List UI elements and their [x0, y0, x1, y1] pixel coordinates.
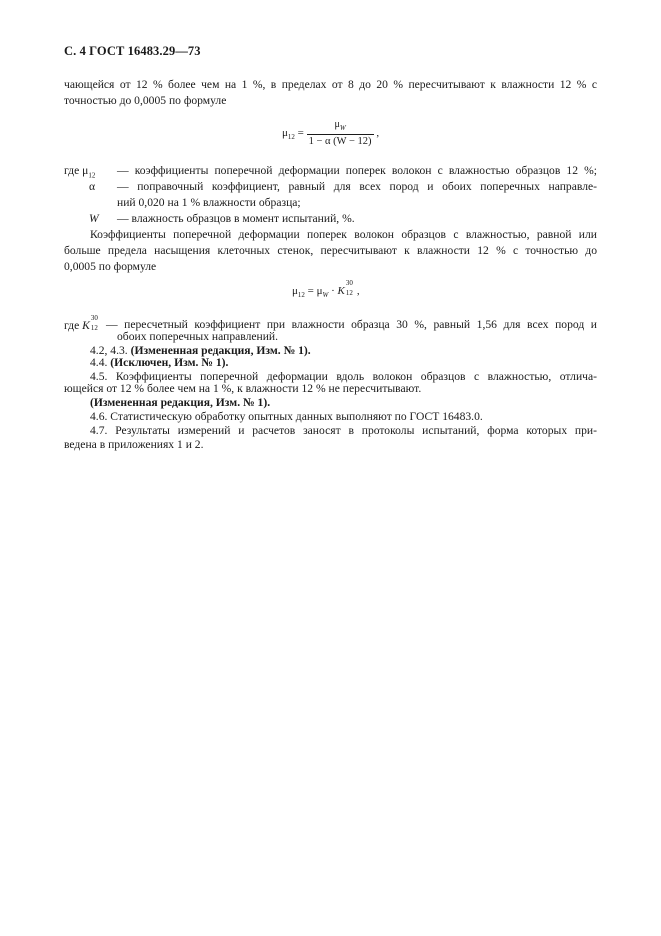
fraction-denominator: 1 − α (W − 12): [308, 136, 372, 147]
definition-symbol-w: W: [89, 212, 99, 225]
item-4-5-note: (Измененная редакция, Изм. № 1).: [90, 396, 271, 409]
formula-comma: ,: [376, 127, 380, 140]
definition-text: — влажность образцов в момент испытаний, %.: [117, 212, 355, 225]
definition-symbol-alpha: α: [89, 180, 96, 193]
paragraph-line: 0,0005 по формуле: [64, 260, 157, 273]
item-4-7: 4.7. Результаты измерений и расчетов заносят в протоколы испытаний, форма которых при-: [90, 424, 597, 437]
item-4-5-cont: ющейся от 12 % более чем на 1 %, к влажности 12 % не пересчитывают.: [64, 382, 422, 395]
item-4-2: 4.2, 4.3. (Измененная редакция, Изм. № 1).: [90, 344, 311, 357]
formula-comma: ,: [356, 285, 360, 297]
definition-text: — коэффициенты поперечной деформации поперек волокон с влажностью образцов 12 %;: [117, 164, 597, 177]
page-header: С. 4 ГОСТ 16483.29—73: [64, 44, 201, 58]
paragraph-line: точностью до 0,0005 по формуле: [64, 94, 227, 107]
definition-text: — поправочный коэффициент, равный для всех пород и обоих поперечных направле-: [117, 180, 597, 193]
definition-mu12: где $\mu_{12}$: [64, 164, 96, 180]
formula-lhs: $\mu_{12}$: [282, 127, 295, 142]
formula-k: K 30 12: [337, 279, 353, 297]
item-4-6: 4.6. Статистическую обработку опытных данных выполняют по ГОСТ 16483.0.: [90, 410, 483, 423]
definition-text: — пересчетный коэффициент при влажности образца 30 %, равный 1,56 для всех пород и: [106, 318, 597, 331]
definition-text: ний 0,020 на 1 % влажности образца;: [117, 196, 301, 209]
item-4-4: 4.4. (Исключен, Изм. № 1).: [90, 356, 229, 369]
formula-equals: =: [307, 285, 314, 297]
paragraph-line: чающейся от 12 % более чем на 1 %, в пределах от 8 до 20 % пересчитывают к влажности 12 % с: [64, 78, 597, 91]
formula-equals: =: [297, 127, 304, 140]
item-4-5: 4.5. Коэффициенты поперечной деформации вдоль волокон образцов с влажностью, отлича-: [90, 370, 597, 383]
item-4-7-cont: ведена в приложениях 1 и 2.: [64, 438, 204, 451]
formula-lhs: $\mu_{12}$: [292, 285, 305, 300]
paragraph-line: больше предела насыщения клеточных стенок, пересчитывают к влажности 12 % с точностью до: [64, 244, 597, 257]
formula-mu12-saturation: [292, 279, 360, 300]
formula-dot: ·: [331, 285, 335, 297]
fraction-numerator: $\mu_W$: [307, 119, 374, 135]
formula-fraction: [307, 119, 374, 148]
paragraph-line: Коэффициенты поперечной деформации поперек волокон образцов с влажностью, равной или: [90, 228, 597, 241]
formula-mu-w: $\mu_W$: [316, 285, 329, 300]
formula-mu12-temperature: [282, 119, 379, 148]
definition-text: обоих поперечных направлений.: [117, 330, 279, 343]
definition-k: где K 30 12: [64, 314, 98, 332]
